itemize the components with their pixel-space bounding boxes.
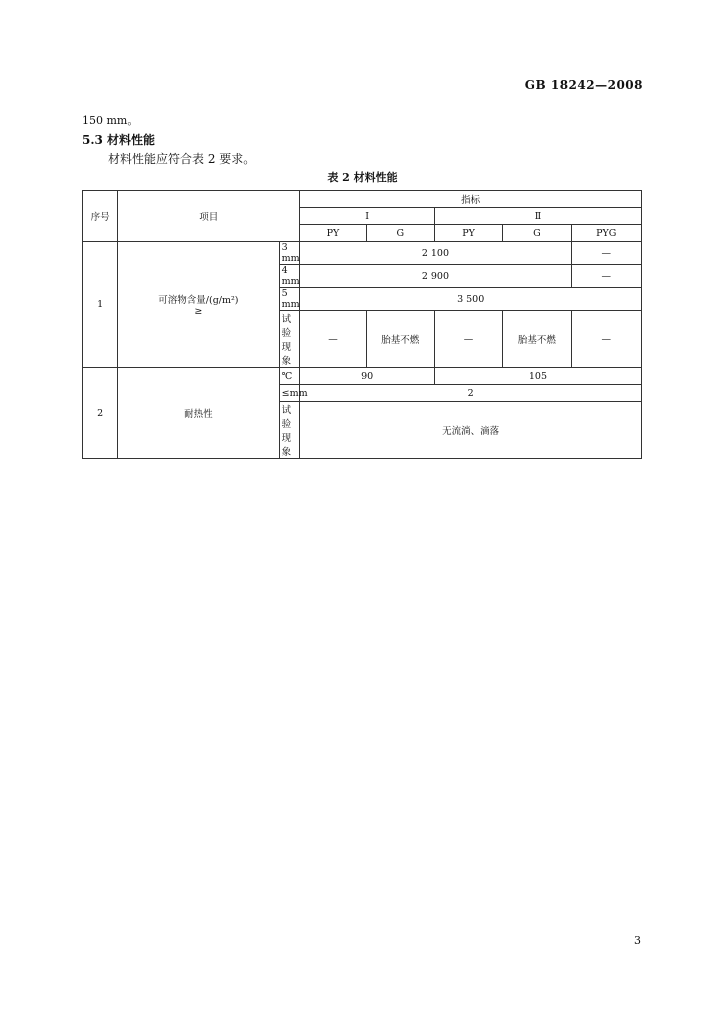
item-header: 项目 <box>118 191 300 242</box>
indicator-header: 指标 <box>300 191 642 208</box>
sub-header: PY <box>434 225 502 242</box>
cell-value: 105 <box>434 368 641 385</box>
sub-header: G <box>503 225 571 242</box>
sub-header: PYG <box>571 225 641 242</box>
cell-value: 无流淌、滴落 <box>300 402 642 459</box>
cell-value: — <box>434 311 502 368</box>
cell-value: 2 900 <box>300 265 571 288</box>
cell-value: 胎基不燃 <box>503 311 571 368</box>
type-2-header: Ⅱ <box>434 208 641 225</box>
cell-value: — <box>571 242 641 265</box>
sub-row-label: ℃ <box>279 368 300 385</box>
row-item-symbol: ≥ <box>194 306 203 317</box>
cell-value: — <box>571 311 641 368</box>
standard-number: GB 18242—2008 <box>524 78 643 92</box>
cell-value: — <box>571 265 641 288</box>
cell-value: — <box>300 311 366 368</box>
continued-text: 150 mm。 <box>82 114 139 127</box>
sub-row-label: ≤mm <box>279 385 300 402</box>
cell-value: 胎基不燃 <box>366 311 434 368</box>
row-item <box>118 242 279 368</box>
row-number: 1 <box>83 242 118 368</box>
row-item-label: 可溶物含量/(g/m²) <box>158 295 239 306</box>
table-row <box>83 242 642 265</box>
cell-value: 2 100 <box>300 242 571 265</box>
section-heading: 5.3 材料性能 <box>82 133 156 147</box>
page-number: 3 <box>634 934 641 947</box>
row-number: 2 <box>83 368 118 459</box>
cell-value: 2 <box>300 385 642 402</box>
sub-row-label: 试验现象 <box>279 311 300 368</box>
requirement-text: 材料性能应符合表 2 要求。 <box>108 152 256 166</box>
sub-row-label: 3 mm <box>279 242 300 265</box>
cell-value: 3 500 <box>300 288 642 311</box>
table-header-row <box>83 191 642 208</box>
sub-header: PY <box>300 225 366 242</box>
sub-row-label: 试验现象 <box>279 402 300 459</box>
sub-header: G <box>366 225 434 242</box>
cell-value: 90 <box>300 368 435 385</box>
seq-header: 序号 <box>83 191 118 242</box>
sub-row-label: 4 mm <box>279 265 300 288</box>
table-row <box>83 368 642 385</box>
table-caption: 表 2 材料性能 <box>327 171 398 184</box>
material-properties-table <box>82 190 642 459</box>
row-item: 耐热性 <box>118 368 279 459</box>
sub-row-label: 5 mm <box>279 288 300 311</box>
type-1-header: Ⅰ <box>300 208 435 225</box>
